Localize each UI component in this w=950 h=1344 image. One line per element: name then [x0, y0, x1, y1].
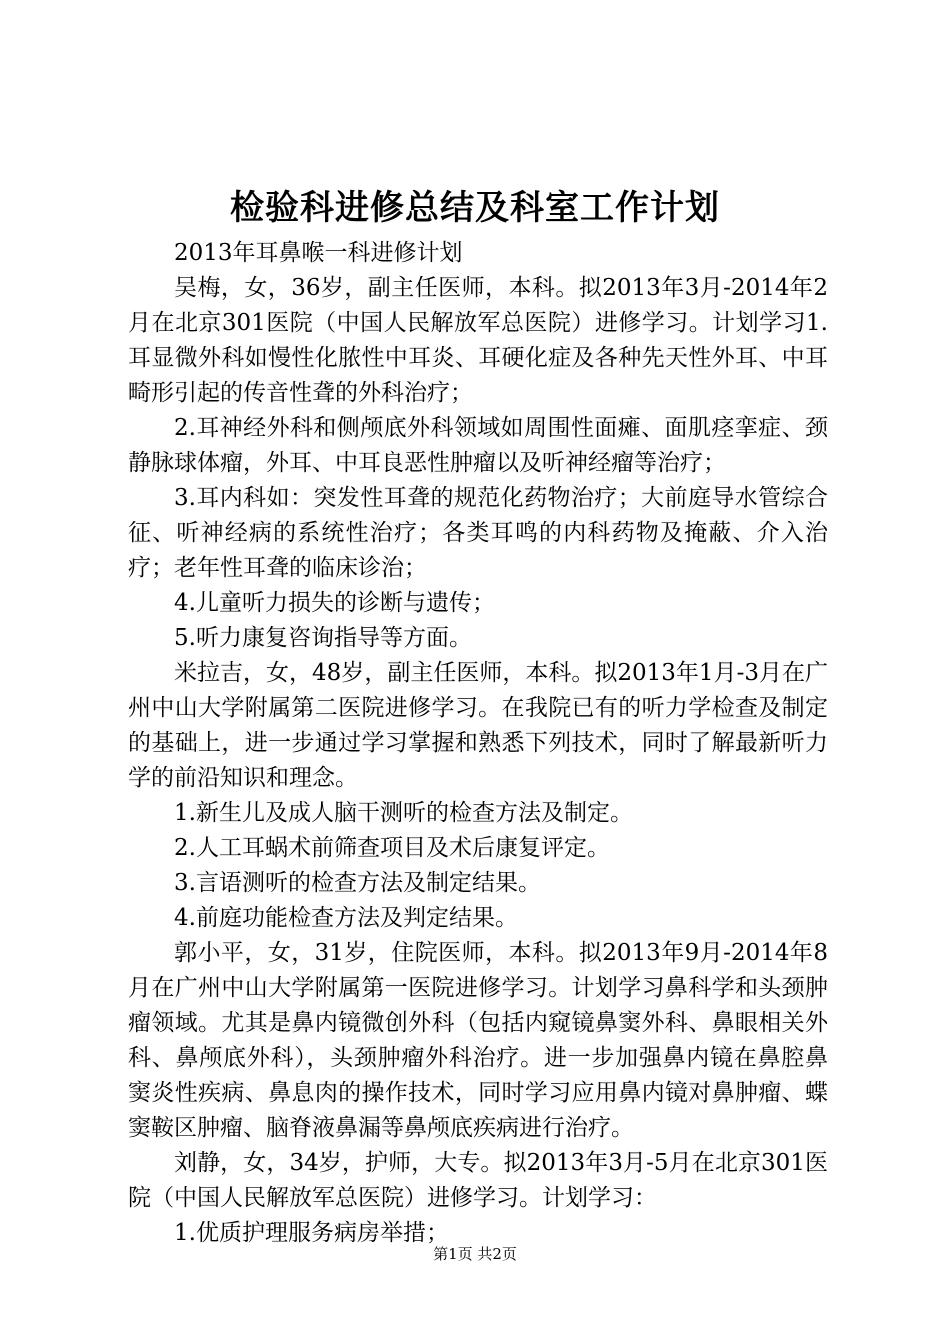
paragraph: 3.耳内科如：突发性耳聋的规范化药物治疗；大前庭导水管综合征、听神经病的系统性治疗；各类耳鸣的内科药物及掩蔽、介入治疗；老年性耳聋的临床诊治； [128, 485, 828, 581]
document-body [128, 236, 828, 1251]
paragraph: 2.耳神经外科和侧颅底外科领域如周围性面瘫、面肌痉挛症、颈静脉球体瘤，外耳、中耳良恶性肿瘤以及听神经瘤等治疗； [128, 415, 828, 476]
paragraph: 吴梅，女，36岁，副主任医师，本科。拟2013年3月-2014年2月在北京301医院（中国人民解放军总医院）进修学习。计划学习1.耳显微外科如慢性化脓性中耳炎、耳硬化症及各种先天性外耳、中耳畸形引起的传音性聋的外科治疗； [128, 275, 828, 406]
paragraph: 1.新生儿及成人脑干测听的检查方法及制定。 [174, 800, 633, 826]
paragraph: 郭小平，女，31岁，住院医师，本科。拟2013年9月-2014年8月在广州中山大学附属第一医院进修学习。计划学习鼻科学和头颈肿瘤领域。尤其是鼻内镜微创外科（包括内窥镜鼻窦外科、鼻眼相关外科、鼻颅底外科），头颈肿瘤外科治疗。进一步加强鼻内镜在鼻腔鼻窦炎性疾病、鼻息肉的操作技术，同时学习应用鼻内镜对鼻肿瘤、蝶窦鞍区肿瘤、脑脊液鼻漏等鼻颅底疾病进行治疗。 [128, 940, 828, 1141]
paragraph: 2.人工耳蜗术前筛查项目及术后康复评定。 [174, 835, 610, 861]
paragraph: 1.优质护理服务病房举措； [174, 1220, 449, 1246]
paragraph: 刘静，女，34岁，护师，大专。拟2013年3月-5月在北京301医院（中国人民解放军总医院）进修学习。计划学习： [128, 1150, 828, 1211]
paragraph: 3.言语测听的检查方法及制定结果。 [174, 870, 541, 896]
paragraph: 5.听力康复咨询指导等方面。 [174, 625, 472, 651]
paragraph: 4.前庭功能检查方法及判定结果。 [174, 905, 518, 931]
paragraph: 米拉吉，女，48岁，副主任医师，本科。拟2013年1月-3月在广州中山大学附属第二医院进修学习。在我院已有的听力学检查及制定的基础上，进一步通过学习掌握和熟悉下列技术，同时了解最新听力学的前沿知识和理念。 [128, 660, 828, 791]
page-footer: 第1页 共2页 [433, 1245, 517, 1263]
document-title: 检验科进修总结及科室工作计划 [230, 188, 720, 228]
paragraph: 4.儿童听力损失的诊断与遗传； [174, 590, 495, 616]
section-heading: 2013年耳鼻喉一科进修计划 [174, 240, 463, 266]
